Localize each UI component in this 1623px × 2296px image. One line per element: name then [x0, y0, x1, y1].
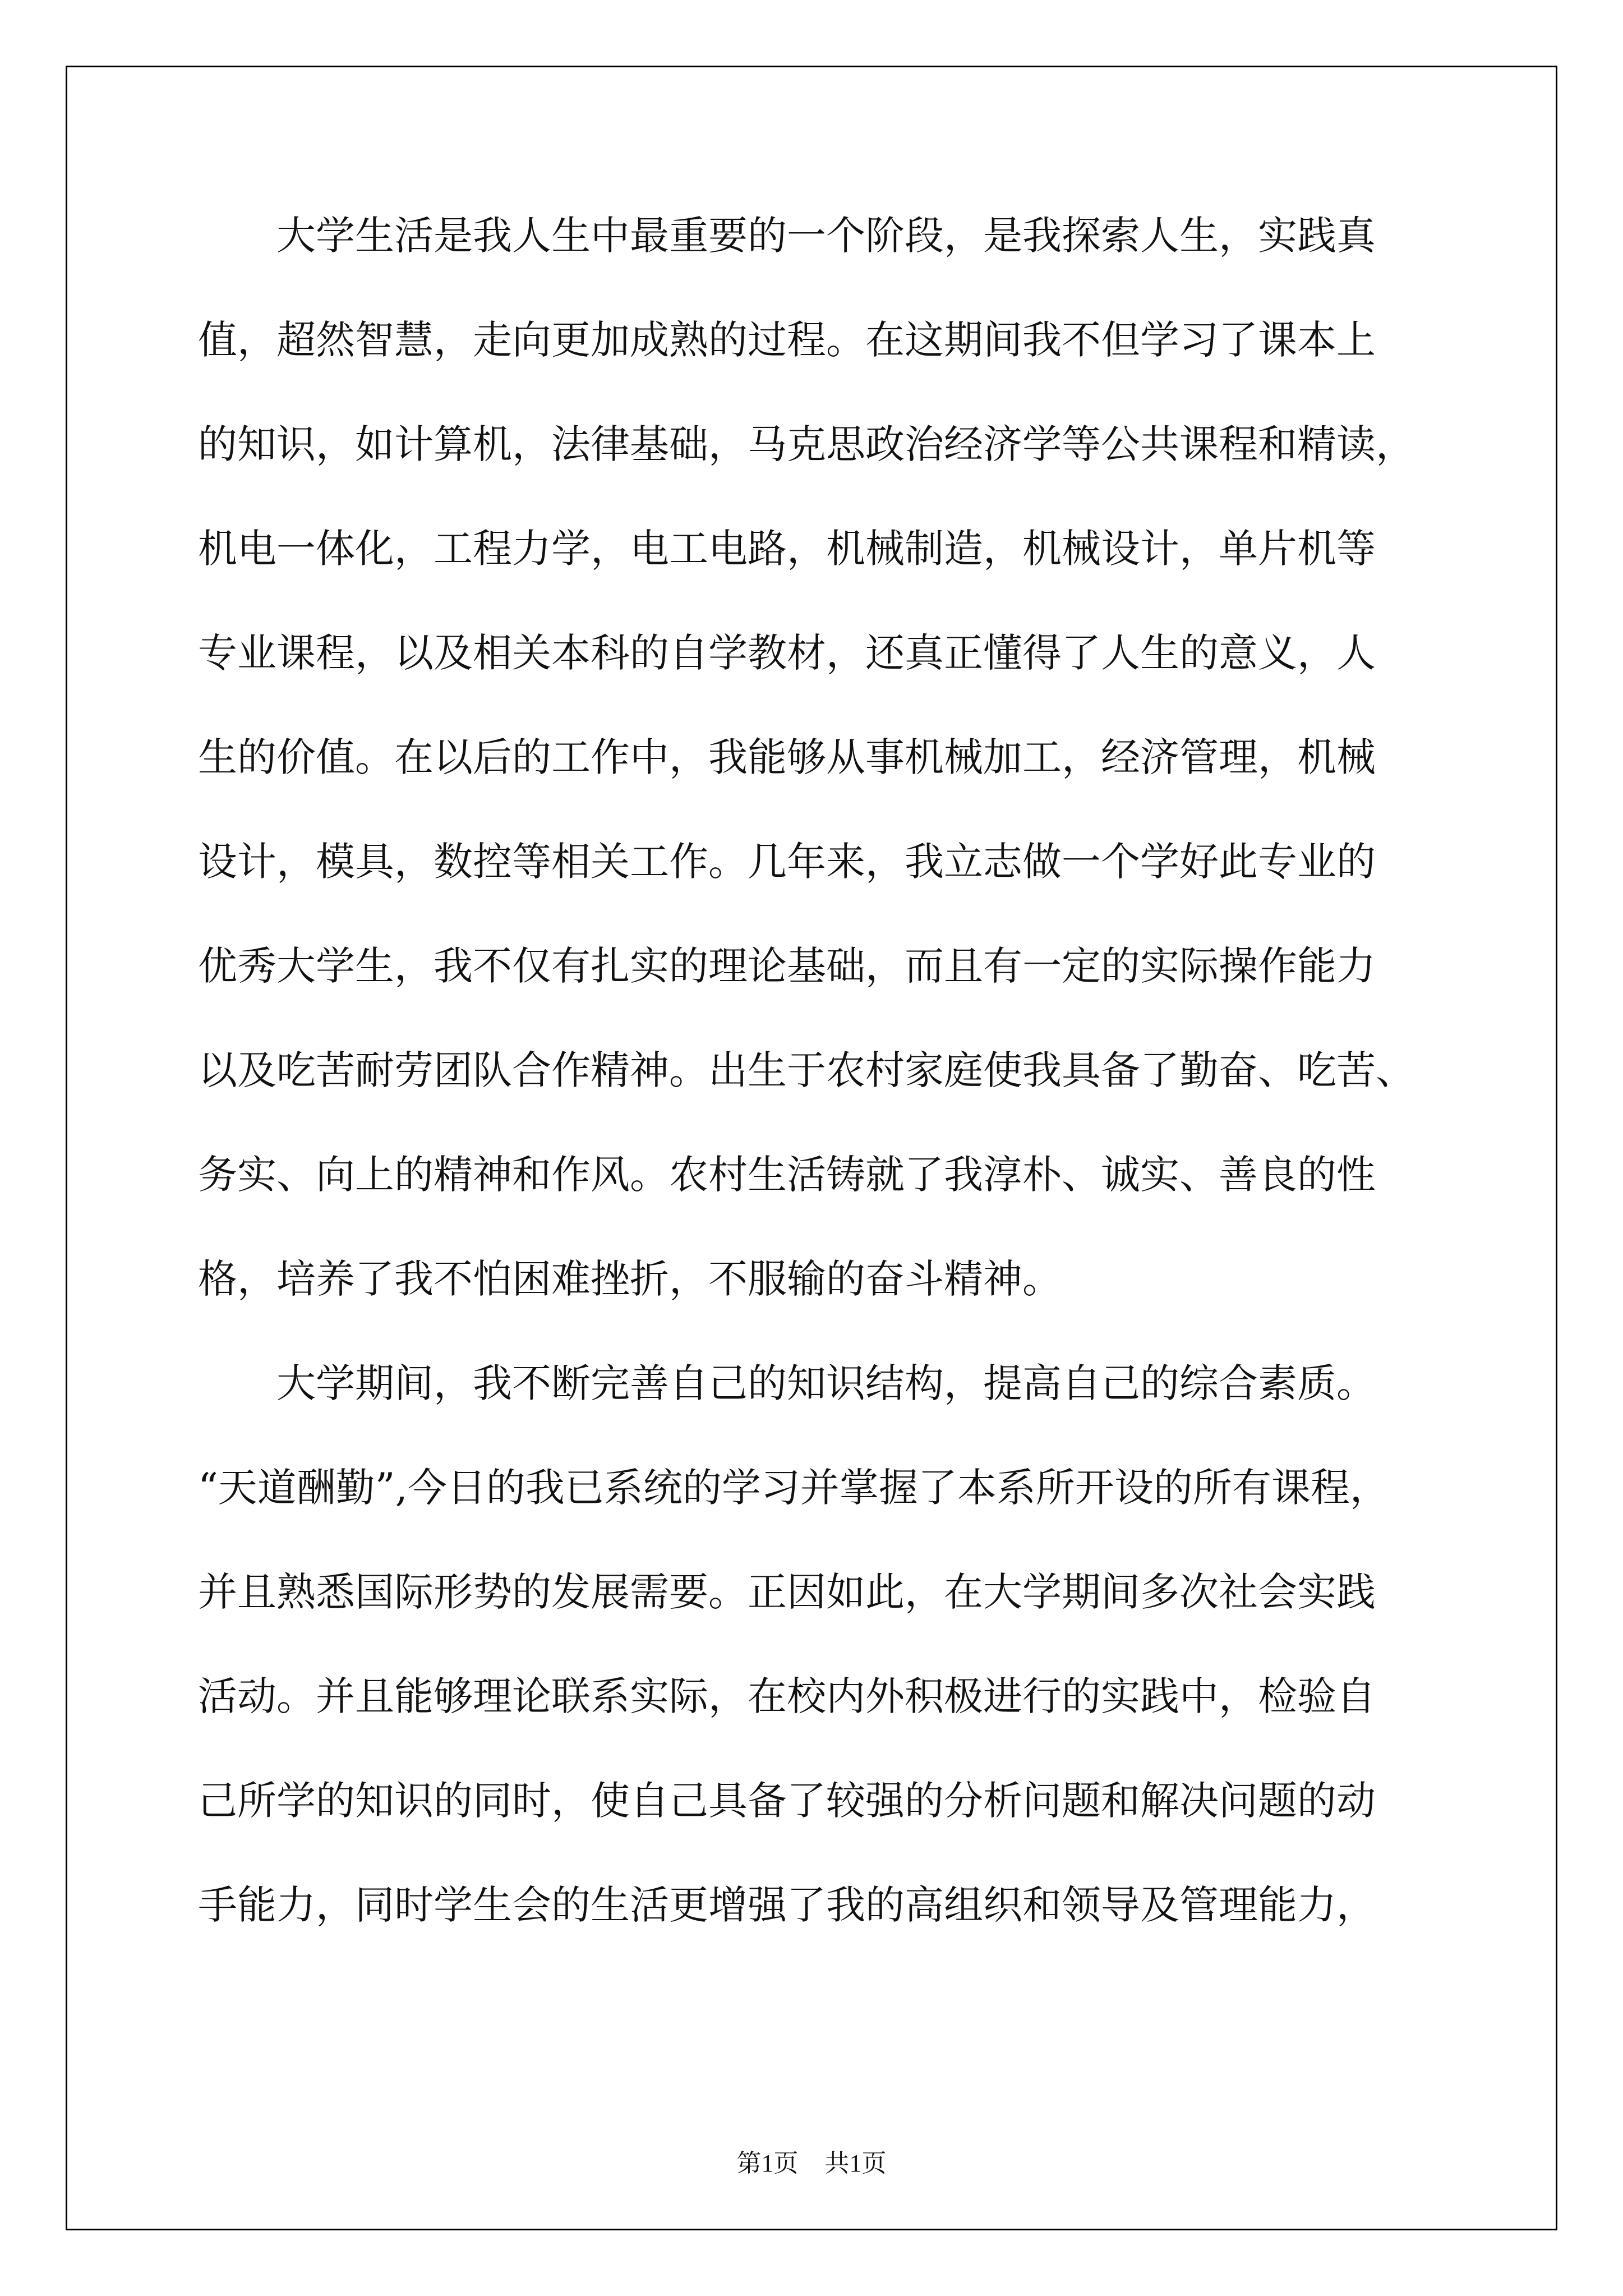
page-footer — [0, 2143, 1623, 2179]
page-number: 第1页 — [736, 2150, 799, 2177]
text-line: 大学生活是我人生中最重要的一个阶段，是我探索人生，实践真 — [276, 213, 1376, 259]
text-line: 格，培养了我不怕困难挫折，不服输的奋斗精神。 — [198, 1256, 1062, 1302]
text-line: 优秀大学生，我不仅有扎实的理论基础，而且有一定的实际操作能力 — [198, 943, 1376, 989]
text-line: 专业课程，以及相关本科的自学教材，还真正懂得了人生的意义，人 — [198, 630, 1376, 676]
paragraph-2 — [198, 1360, 1449, 1990]
page-total: 共1页 — [824, 2150, 887, 2177]
text-line: 机电一体化，工程力学，电工电路，机械制造，机械设计，单片机等 — [198, 526, 1376, 572]
text-line: 生的价值。在以后的工作中，我能够从事机械加工，经济管理，机械 — [198, 734, 1376, 780]
paragraph-1 — [198, 213, 1449, 1364]
text-line: 以及吃苦耐劳团队合作精神。出生于农村家庭使我具备了勤奋、吃苦、 — [198, 1047, 1415, 1093]
text-line: 并且熟悉国际形势的发展需要。正因如此，在大学期间多次社会实践 — [198, 1569, 1376, 1615]
text-line: 活动。并且能够理论联系实际，在校内外积极进行的实践中，检验自 — [198, 1673, 1376, 1719]
text-line: 设计，模具，数控等相关工作。几年来，我立志做一个学好此专业的 — [198, 839, 1376, 885]
text-line: 值，超然智慧，走向更加成熟的过程。在这期间我不但学习了课本上 — [198, 317, 1376, 363]
text-line: 手能力，同时学生会的生活更增强了我的高组织和领导及管理能力， — [198, 1882, 1376, 1928]
document-body — [198, 213, 1449, 1990]
text-line: 的知识，如计算机，法律基础，马克思政治经济学等公共课程和精读， — [198, 421, 1415, 467]
text-line: 大学期间，我不断完善自己的知识结构，提高自己的综合素质。 — [276, 1360, 1376, 1406]
text-line: 务实、向上的精神和作风。农村生活铸就了我淳朴、诚实、善良的性 — [198, 1152, 1376, 1198]
text-line: 己所学的知识的同时，使自己具备了较强的分析问题和解决问题的动 — [198, 1778, 1376, 1824]
text-line: “天道酬勤”,今日的我已系统的学习并掌握了本系所开设的所有课程， — [198, 1465, 1389, 1511]
